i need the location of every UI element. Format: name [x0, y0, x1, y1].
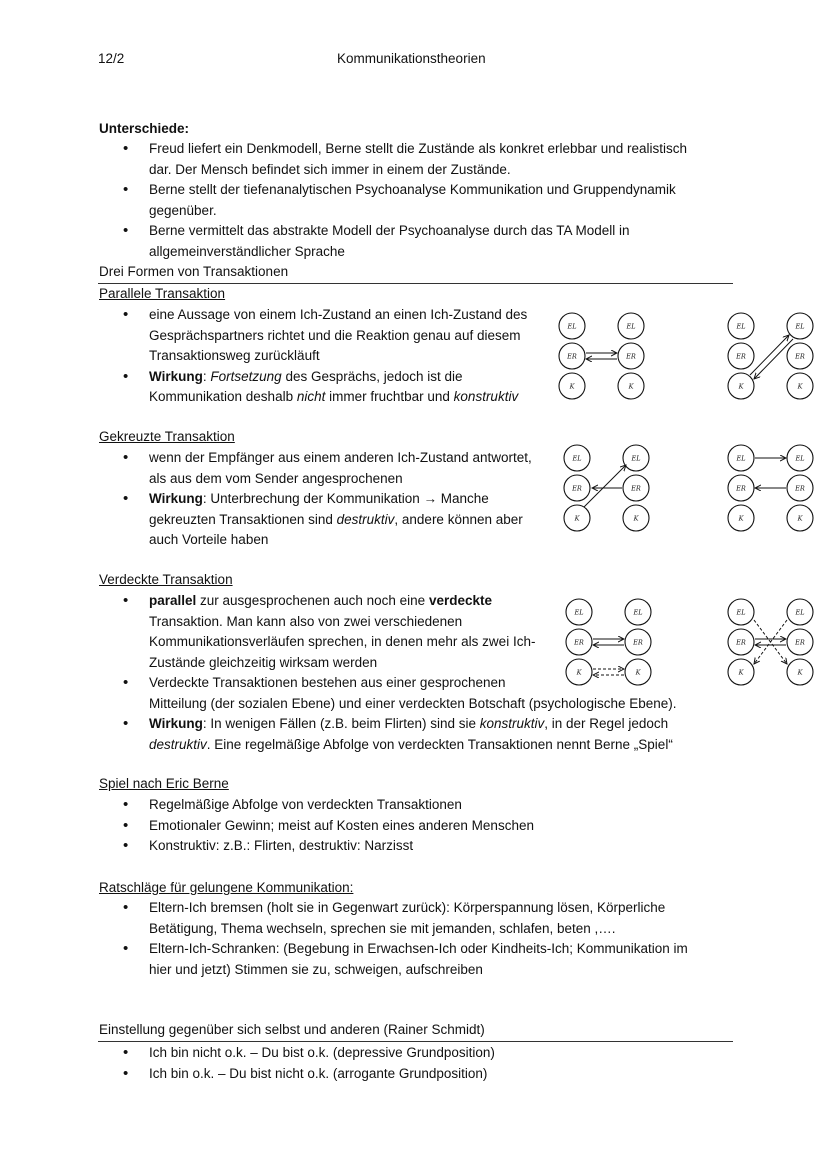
ego-state-k-label: K	[633, 514, 639, 523]
list-item: • Wirkung: Fortsetzung des Gesprächs, jedoch ist die Kommunikation deshalb nicht immer fruchtbar und konstruktiv	[99, 367, 527, 408]
ego-state-el-label: EL	[626, 322, 636, 331]
ego-state-er-label: ER	[795, 638, 805, 647]
list-item: • Eltern-Ich-Schranken: (Begebung in Erwachsen-Ich oder Kindheits-Ich; Kommunikation im hier und jetzt) Stimmen sie zu, schweigen, aufschreiben	[99, 939, 688, 980]
unterschiede-heading: Unterschiede:	[99, 121, 190, 136]
list-item: • Berne stellt der tiefenanalytischen Psychoanalyse Kommunikation und Gruppendynamik gegenüber.	[99, 180, 687, 221]
ego-state-k-label: K	[797, 668, 803, 677]
ego-state-el-label: EL	[567, 322, 577, 331]
verdeckt-heading: Verdeckte Transaktion	[99, 572, 233, 587]
list-item: • parallel zur ausgesprochenen auch noch eine verdeckte Transaktion. Man kann also von zwei verschiedenen Kommunikationsverläufen sprechen, in denen mehr als zwei Ich- Zustände gleichzeitig wirksam werden	[99, 591, 677, 673]
ulterior-diagram-a	[562, 594, 657, 692]
spiel-list	[99, 795, 534, 857]
ego-state-er-label: ER	[631, 484, 641, 493]
transaction-arrow	[750, 335, 789, 375]
crossed-diagram-a	[560, 440, 655, 538]
list-item: • Wirkung: Unterbrechung der Kommunikation → Manche gekreuzten Transaktionen sind destruktiv, andere können aber auch Vorteile haben	[99, 489, 532, 551]
spiel-heading: Spiel nach Eric Berne	[99, 776, 229, 791]
ego-state-k-label: K	[628, 382, 634, 391]
parallel-list	[99, 305, 527, 408]
ego-state-k-label: K	[797, 382, 803, 391]
ratschlaege-heading: Ratschläge für gelungene Kommunikation:	[99, 880, 354, 895]
ego-state-k-label: K	[569, 382, 575, 391]
ego-state-el-label: EL	[631, 454, 641, 463]
list-item: • wenn der Empfänger aus einem anderen Ich-Zustand antwortet, als aus dem vom Sender angesprochenen	[99, 448, 532, 489]
divider	[98, 1041, 733, 1042]
ego-state-k-label: K	[797, 514, 803, 523]
list-item: • Freud liefert ein Denkmodell, Berne stellt die Zustände als konkret erlebbar und realistisch dar. Der Mensch befindet sich immer in einem der Zustände.	[99, 139, 687, 180]
ego-state-er-label: ER	[567, 352, 577, 361]
ego-state-er-label: ER	[626, 352, 636, 361]
list-item: • Ich bin o.k. – Du bist nicht o.k. (arrogante Grundposition)	[99, 1064, 495, 1085]
list-item: • eine Aussage von einem Ich-Zustand an einen Ich-Zustand des Gesprächspartners richtet und die Reaktion genau auf diesem Transaktionsweg zurückläuft	[99, 305, 527, 367]
ego-state-el-label: EL	[574, 608, 584, 617]
parallel-diagram-b	[724, 308, 819, 406]
crossed-diagram-b	[724, 440, 819, 538]
ego-state-k-label: K	[576, 668, 582, 677]
ego-state-el-label: EL	[736, 322, 746, 331]
ego-state-k-label: K	[738, 382, 744, 391]
ego-state-er-label: ER	[572, 484, 582, 493]
ego-state-el-label: EL	[572, 454, 582, 463]
ego-state-er-label: ER	[633, 638, 643, 647]
ego-state-er-label: ER	[795, 352, 805, 361]
page-number: 12/2	[98, 51, 125, 66]
list-item: • Berne vermittelt das abstrakte Modell der Psychoanalyse durch das TA Modell in allgemeinverständlicher Sprache	[99, 221, 687, 262]
ego-state-k-label: K	[574, 514, 580, 523]
list-item: • Eltern-Ich bremsen (holt sie in Gegenwart zurück): Körperspannung lösen, Körperliche Betätigung, Thema wechseln, sprechen sie mit jemanden, schlafen, beten ,….	[99, 898, 688, 939]
formen-heading: Drei Formen von Transaktionen	[99, 264, 289, 279]
ego-state-er-label: ER	[736, 352, 746, 361]
gekreuzt-list	[99, 448, 532, 551]
ego-state-k-label: K	[738, 668, 744, 677]
einstellung-heading: Einstellung gegenüber sich selbst und anderen (Rainer Schmidt)	[99, 1022, 485, 1037]
list-item: • Verdeckte Transaktionen bestehen aus einer gesprochenen Mitteilung (der sozialen Ebene) und einer verdeckten Botschaft (psychologische Ebene).	[99, 673, 677, 714]
ego-state-el-label: EL	[736, 454, 746, 463]
ego-state-el-label: EL	[736, 608, 746, 617]
list-item: • Regelmäßige Abfolge von verdeckten Transaktionen	[99, 795, 534, 816]
ego-state-er-label: ER	[736, 484, 746, 493]
parallel-diagram-a	[555, 308, 650, 406]
ego-state-el-label: EL	[795, 454, 805, 463]
ego-state-el-label: EL	[795, 608, 805, 617]
ratschlaege-list	[99, 898, 688, 980]
einstellung-list	[99, 1043, 495, 1084]
ego-state-el-label: EL	[633, 608, 643, 617]
list-item: • Emotionaler Gewinn; meist auf Kosten eines anderen Menschen	[99, 816, 534, 837]
parallel-heading: Parallele Transaktion	[99, 286, 226, 301]
list-item: • Wirkung: In wenigen Fällen (z.B. beim Flirten) sind sie konstruktiv, in der Regel jedoch destruktiv. Eine regelmäßige Abfolge von verdeckten Transaktionen nennt Berne „Spiel“	[99, 714, 677, 755]
ego-state-k-label: K	[738, 514, 744, 523]
ego-state-er-label: ER	[574, 638, 584, 647]
list-item: • Konstruktiv: z.B.: Flirten, destruktiv: Narzisst	[99, 836, 534, 857]
ego-state-el-label: EL	[795, 322, 805, 331]
ego-state-k-label: K	[635, 668, 641, 677]
ego-state-er-label: ER	[736, 638, 746, 647]
unterschiede-list	[99, 139, 687, 262]
list-item: • Ich bin nicht o.k. – Du bist o.k. (depressive Grundposition)	[99, 1043, 495, 1064]
gekreuzt-heading: Gekreuzte Transaktion	[99, 429, 235, 444]
page-title: Kommunikationstheorien	[337, 51, 486, 66]
ulterior-diagram-b	[724, 594, 819, 692]
ego-state-er-label: ER	[795, 484, 805, 493]
